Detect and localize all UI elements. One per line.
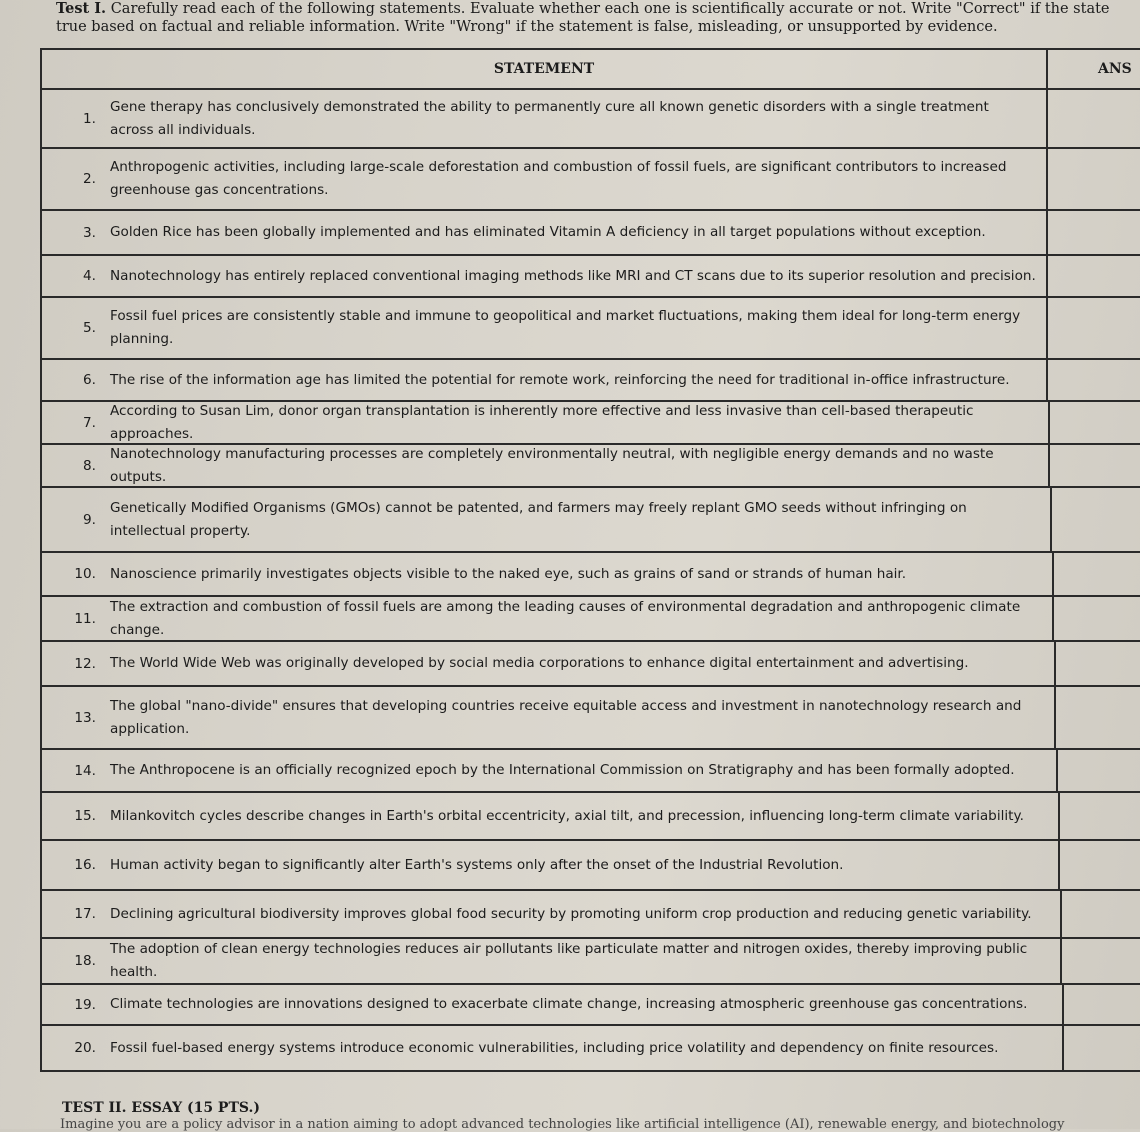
table-row xyxy=(42,211,1140,256)
statement-text: Nanoscience primarily investigates objects visible to the naked eye, such as grains of sand or strands of human hair. xyxy=(110,565,907,582)
row-number: 9. xyxy=(83,511,96,528)
statement-text: The Anthropocene is an officially recognized epoch by the International Commission on Stratigraphy and has been formally adopted. xyxy=(110,762,1015,778)
answer-cell[interactable] xyxy=(1048,298,1140,358)
instructions-line-2: true based on factual and reliable information. Write "Wrong" if the statement is false, misleading, or unsupported by evidence. xyxy=(56,19,998,35)
statement-cell xyxy=(42,298,1048,358)
answer-cell[interactable] xyxy=(1054,597,1140,640)
table-row xyxy=(42,687,1140,750)
statement-text: Nanotechnology manufacturing processes are completely environmentally neutral, with negligible energy demands and no waste outputs. xyxy=(110,445,994,485)
answer-cell[interactable] xyxy=(1048,360,1140,400)
row-number: 6. xyxy=(83,372,96,388)
table-row xyxy=(42,750,1140,793)
answer-cell[interactable] xyxy=(1058,750,1140,791)
statement-text: The rise of the information age has limited the potential for remote work, reinforcing the need for traditional in-office infrastructure. xyxy=(110,371,1010,388)
essay-prompt: Imagine you are a policy advisor in a nation aiming to adopt advanced technologies like artificial intelligence (AI), renewable energy, and biotechnology xyxy=(60,1117,1065,1132)
statement-cell xyxy=(42,90,1048,147)
answer-cell[interactable] xyxy=(1048,256,1140,296)
row-number: 10. xyxy=(74,566,96,582)
statement-text: Milankovitch cycles describe changes in Earth's orbital eccentricity, axial tilt, and precession, influencing long-term climate variability. xyxy=(110,807,1024,824)
row-number: 7. xyxy=(83,414,96,431)
instructions xyxy=(56,0,1126,36)
statement-cell xyxy=(42,687,1056,748)
answer-cell[interactable] xyxy=(1048,211,1140,254)
table-row xyxy=(42,939,1140,985)
table-header xyxy=(42,50,1140,90)
statement-text: Genetically Modified Organisms (GMOs) cannot be patented, and farmers may freely replant GMO seeds without infringing on intellectual property. xyxy=(110,499,967,539)
table-row xyxy=(42,985,1140,1026)
statement-cell xyxy=(42,402,1050,443)
table-row xyxy=(42,488,1140,553)
table-row xyxy=(42,642,1140,687)
statement-text: Fossil fuel-based energy systems introduce economic vulnerabilities, including price volatility and dependency on finite resources. xyxy=(110,1039,999,1056)
table-row xyxy=(42,90,1140,149)
instructions-text-1: Carefully read each of the following statements. Evaluate whether each one is scientifically accurate or not. Write "Correct" if the state xyxy=(110,1,1110,17)
table-row xyxy=(42,841,1140,891)
answer-cell[interactable] xyxy=(1050,402,1140,443)
statement-text: The World Wide Web was originally developed by social media corporations to enhance digital entertainment and advertising. xyxy=(110,655,969,671)
statement-cell xyxy=(42,445,1050,486)
answer-cell[interactable] xyxy=(1064,985,1140,1024)
statement-text: Climate technologies are innovations designed to exacerbate climate change, increasing atmospheric greenhouse gas concentrations. xyxy=(110,996,1028,1012)
statement-cell xyxy=(42,1026,1064,1070)
answer-cell[interactable] xyxy=(1062,891,1140,937)
table-row xyxy=(42,402,1140,445)
statement-text: Golden Rice has been globally implemented and has eliminated Vitamin A deficiency in all target populations without exception. xyxy=(110,224,986,240)
statement-text: Human activity began to significantly alter Earth's systems only after the onset of the Industrial Revolution. xyxy=(110,856,844,873)
row-number: 18. xyxy=(74,953,96,969)
statement-text: The extraction and combustion of fossil fuels are among the leading causes of environmental degradation and anthropogenic climate change. xyxy=(110,598,1021,638)
row-number: 17. xyxy=(74,906,96,922)
header-statement: STATEMENT xyxy=(42,50,1048,88)
answer-cell[interactable] xyxy=(1048,90,1140,147)
statement-text: The adoption of clean energy technologies reduces air pollutants like particulate matter and nitrogen oxides, thereby improving public health. xyxy=(110,941,1028,980)
statement-cell xyxy=(42,841,1060,889)
answer-cell[interactable] xyxy=(1064,1026,1140,1070)
table-row xyxy=(42,793,1140,841)
statement-text: The global "nano-divide" ensures that developing countries receive equitable access and investment in nanotechnology research and application. xyxy=(110,697,1022,737)
statement-cell xyxy=(42,553,1054,595)
statement-cell xyxy=(42,891,1062,937)
header-answer: ANS xyxy=(1098,61,1132,77)
row-number: 15. xyxy=(74,808,96,824)
table-row xyxy=(42,149,1140,211)
answer-cell[interactable] xyxy=(1056,687,1140,748)
statement-text: Declining agricultural biodiversity improves global food security by promoting uniform crop production and reducing genetic variability. xyxy=(110,905,1032,922)
table-row xyxy=(42,891,1140,939)
instructions-line-1 xyxy=(56,0,1126,18)
row-number: 16. xyxy=(74,857,96,873)
table-row xyxy=(42,1026,1140,1072)
answer-cell[interactable] xyxy=(1052,488,1140,551)
row-number: 5. xyxy=(83,320,96,336)
statement-cell xyxy=(42,211,1048,254)
row-number: 1. xyxy=(83,110,96,127)
table-row xyxy=(42,256,1140,298)
table-row xyxy=(42,360,1140,402)
essay-title: TEST II. ESSAY (15 PTS.) xyxy=(62,1100,260,1116)
answer-cell[interactable] xyxy=(1048,149,1140,209)
test-label: Test I. xyxy=(56,0,107,17)
statement-cell xyxy=(42,597,1054,640)
answer-cell[interactable] xyxy=(1060,841,1140,889)
statement-text: Anthropogenic activities, including large-scale deforestation and combustion of fossil fuels, are significant contributors to increased greenhouse gas concentrations. xyxy=(110,159,1007,198)
statement-table xyxy=(40,48,1140,1072)
row-number: 11. xyxy=(74,610,96,627)
statement-cell xyxy=(42,939,1062,983)
answer-cell[interactable] xyxy=(1062,939,1140,983)
statement-cell xyxy=(42,793,1060,839)
statement-cell xyxy=(42,642,1056,685)
statement-text: Fossil fuel prices are consistently stable and immune to geopolitical and market fluctuations, making them ideal for long-term energy planning. xyxy=(110,308,1021,347)
table-row xyxy=(42,445,1140,488)
statement-text: Nanotechnology has entirely replaced conventional imaging methods like MRI and CT scans due to its superior resolution and precision. xyxy=(110,267,1036,284)
statement-cell xyxy=(42,985,1064,1024)
table-row xyxy=(42,298,1140,360)
statement-cell xyxy=(42,149,1048,209)
row-number: 12. xyxy=(74,655,96,672)
row-number: 2. xyxy=(83,171,96,187)
answer-cell[interactable] xyxy=(1060,793,1140,839)
answer-cell[interactable] xyxy=(1054,553,1140,595)
statement-cell xyxy=(42,360,1048,400)
statement-text: Gene therapy has conclusively demonstrated the ability to permanently cure all known genetic disorders with a single treatment across all individuals. xyxy=(110,98,989,138)
statement-cell xyxy=(42,256,1048,296)
row-number: 19. xyxy=(74,996,96,1013)
answer-cell[interactable] xyxy=(1056,642,1140,685)
table-row xyxy=(42,597,1140,642)
row-number: 14. xyxy=(74,762,96,779)
statement-text: According to Susan Lim, donor organ transplantation is inherently more effective and less invasive than cell-based therapeutic approaches. xyxy=(110,402,974,442)
statement-cell xyxy=(42,488,1052,551)
row-number: 8. xyxy=(83,457,96,474)
answer-cell[interactable] xyxy=(1050,445,1140,486)
table-row xyxy=(42,553,1140,597)
row-number: 4. xyxy=(83,268,96,284)
row-number: 20. xyxy=(74,1040,96,1056)
row-number: 13. xyxy=(74,709,96,726)
table-body xyxy=(42,90,1140,1072)
row-number: 3. xyxy=(83,224,96,241)
statement-cell xyxy=(42,750,1058,791)
